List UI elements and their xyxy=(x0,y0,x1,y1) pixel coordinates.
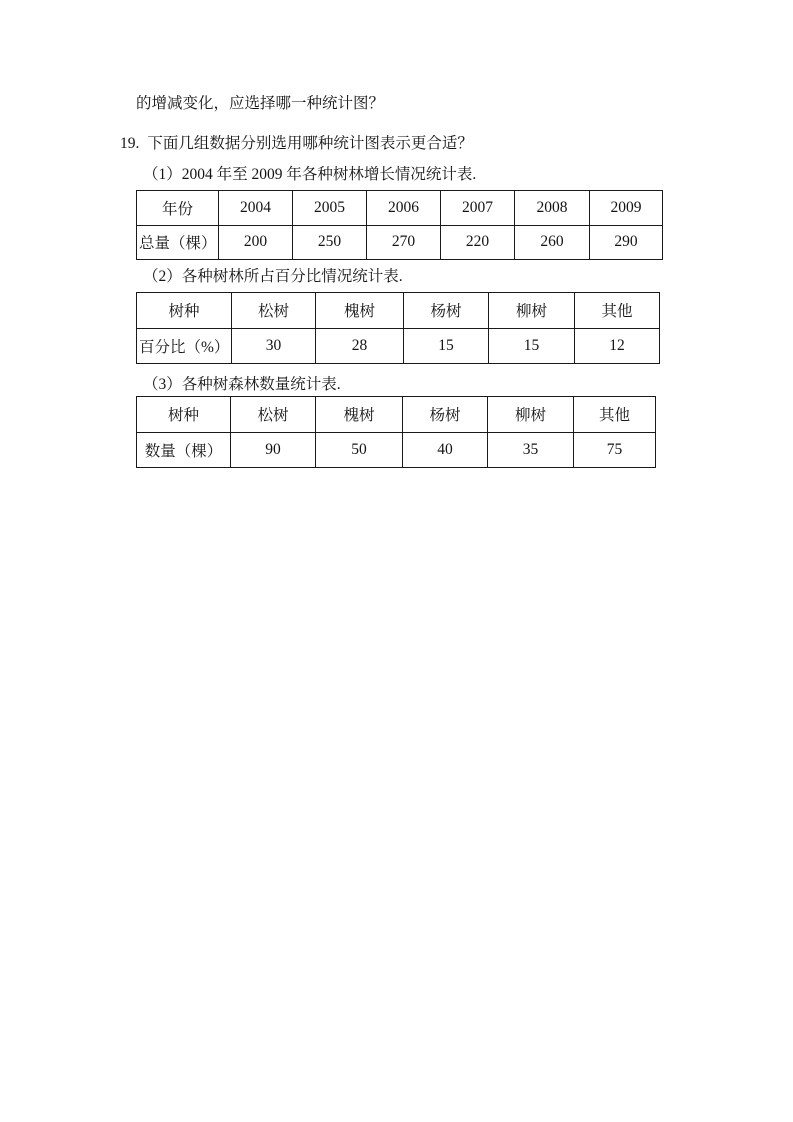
table-data-cell: 50 xyxy=(316,432,403,468)
table-data-cell: 220 xyxy=(441,225,515,260)
table-data-cell: 250 xyxy=(293,225,367,260)
table-row xyxy=(137,328,660,364)
table-data-cell: 15 xyxy=(489,328,575,364)
table-header-cell: 杨树 xyxy=(403,397,488,433)
table-header-cell: 2006 xyxy=(367,191,441,226)
table-row xyxy=(137,225,663,260)
table-row xyxy=(137,397,656,433)
question-continuation-text: 的增减变化，应选择哪一种统计图？ xyxy=(136,95,385,112)
table-header-cell: 树种 xyxy=(137,293,232,329)
table-header-cell: 其他 xyxy=(575,293,660,329)
table-data-cell: 35 xyxy=(488,432,574,468)
table-header-cell: 杨树 xyxy=(404,293,489,329)
table-data-cell: 15 xyxy=(404,328,489,364)
table-header-cell: 2005 xyxy=(293,191,367,226)
table-header-cell: 年份 xyxy=(137,191,219,226)
table-header-cell: 2004 xyxy=(219,191,293,226)
table-header-cell: 松树 xyxy=(231,397,316,433)
table-header-cell: 松树 xyxy=(232,293,316,329)
section-3-caption: （3）各种树森林数量统计表. xyxy=(143,376,341,393)
table-row xyxy=(137,191,663,226)
section-1-caption: （1）2004 年至 2009 年各种树林增长情况统计表. xyxy=(143,166,477,183)
section-2-caption: （2）各种树林所占百分比情况统计表. xyxy=(143,268,403,285)
table-data-cell: 数量（棵） xyxy=(137,432,231,468)
tree-growth-table xyxy=(136,190,663,260)
table-header-cell: 槐树 xyxy=(316,293,404,329)
tree-quantity-table xyxy=(136,396,656,468)
table-header-cell: 其他 xyxy=(574,397,656,433)
table-header-cell: 槐树 xyxy=(316,397,403,433)
table-row xyxy=(137,293,660,329)
tree-percentage-table xyxy=(136,292,660,364)
table-header-cell: 树种 xyxy=(137,397,231,433)
question-19-line xyxy=(120,134,473,153)
table-data-cell: 28 xyxy=(316,328,404,364)
table-header-cell: 2007 xyxy=(441,191,515,226)
table-data-cell: 290 xyxy=(590,225,663,260)
table-header-cell: 柳树 xyxy=(489,293,575,329)
table-data-cell: 总量（棵） xyxy=(137,225,219,260)
table-data-cell: 12 xyxy=(575,328,660,364)
question-number: 19. xyxy=(120,135,140,152)
table-header-cell: 2008 xyxy=(515,191,590,226)
table-data-cell: 200 xyxy=(219,225,293,260)
table-data-cell: 260 xyxy=(515,225,590,260)
table-row xyxy=(137,432,656,468)
table-data-cell: 百分比（%） xyxy=(137,328,232,364)
table-header-cell: 2009 xyxy=(590,191,663,226)
table-data-cell: 40 xyxy=(403,432,488,468)
question-text: 下面几组数据分别选用哪种统计图表示更合适？ xyxy=(147,135,473,152)
table-data-cell: 90 xyxy=(231,432,316,468)
table-header-cell: 柳树 xyxy=(488,397,574,433)
table-data-cell: 75 xyxy=(574,432,656,468)
table-data-cell: 270 xyxy=(367,225,441,260)
table-data-cell: 30 xyxy=(232,328,316,364)
